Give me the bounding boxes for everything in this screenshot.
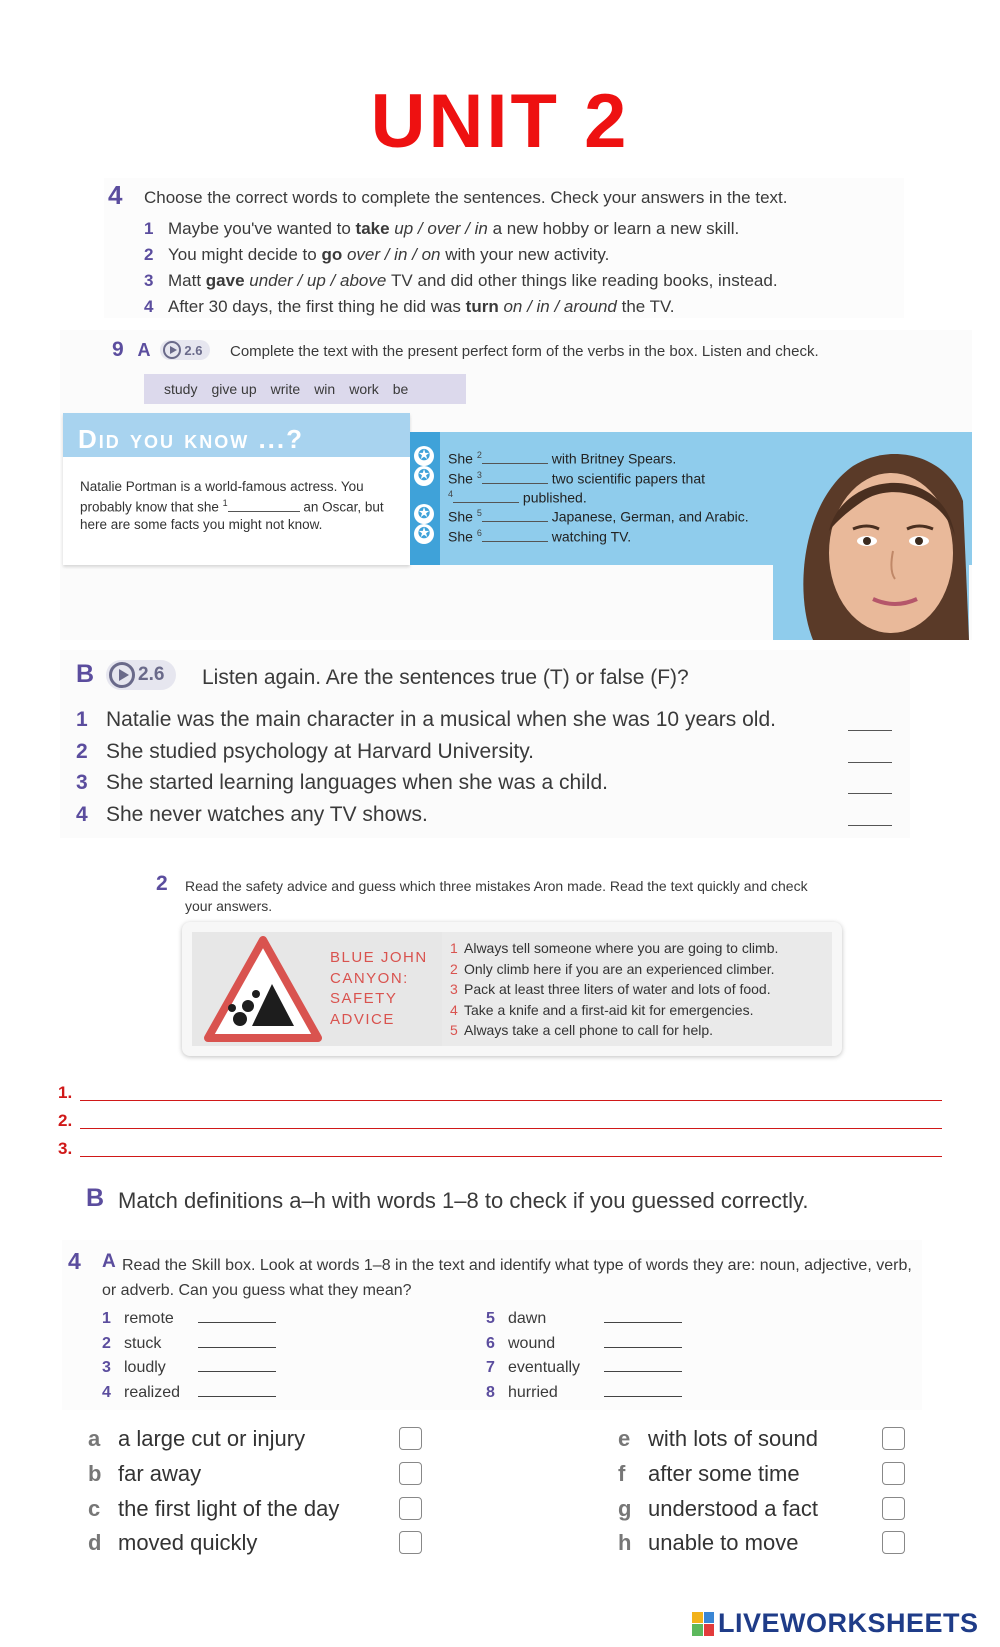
exercise-9-header — [112, 338, 210, 362]
answer-blank[interactable] — [453, 502, 519, 503]
safety-advice-list — [442, 932, 832, 1046]
word-options[interactable]: over / in / on — [342, 245, 446, 264]
fact-line: She $^2$ with Britney Spears. — [448, 450, 677, 467]
answer-blank[interactable] — [198, 1396, 276, 1397]
exercise-number: 4 — [68, 1248, 81, 1274]
answer-blank[interactable] — [848, 762, 892, 763]
exercise-number: 9 — [112, 338, 124, 361]
star-icon: ✪ — [414, 446, 434, 466]
answer-checkbox[interactable] — [882, 1462, 905, 1485]
word-box-item: give up — [211, 381, 257, 397]
exercise-item: 3 Matt gave under / up / above TV and did other things like reading books, instead. — [144, 271, 778, 290]
answer-label: 2. — [58, 1111, 73, 1130]
answer-blank[interactable] — [848, 730, 892, 731]
did-you-know-intro: Natalie Portman is a world-famous actress. You probably know that she $^1$ an Oscar, but here are some facts you might not know. — [80, 479, 384, 532]
answer-checkbox[interactable] — [399, 1427, 422, 1450]
safety-card-title: BLUE JOHN CANYON: SAFETY ADVICE — [330, 949, 428, 1028]
answer-blank[interactable] — [482, 483, 548, 484]
answer-blank[interactable] — [848, 825, 892, 826]
answer-blank[interactable] — [198, 1347, 276, 1348]
did-you-know-title: Did you know ...? — [78, 424, 304, 454]
word-box-item: win — [314, 381, 336, 397]
definition-item: c the first light of the day — [88, 1496, 340, 1521]
answer-blank[interactable] — [482, 521, 548, 522]
word-options[interactable]: up / over / in — [389, 219, 493, 238]
list-item: 2 Only climb here if you are an experienced climber. — [450, 960, 775, 977]
exercise-letter: A — [102, 1251, 116, 1272]
true-false-item: 1 Natalie was the main character in a musical when she was 10 years old. — [76, 708, 776, 731]
word-box-item: write — [270, 381, 301, 397]
answer-blank[interactable] — [604, 1322, 682, 1323]
word-item: 2 stuck — [102, 1335, 276, 1353]
exercise-letter: A — [137, 340, 151, 360]
page-title: UNIT 2 — [370, 79, 630, 164]
answer-checkbox[interactable] — [399, 1462, 422, 1485]
answer-blank[interactable] — [604, 1396, 682, 1397]
list-item: 3 Pack at least three liters of water and lots of food. — [450, 981, 771, 997]
portrait-photo — [773, 441, 969, 640]
answer-label: 3. — [58, 1139, 73, 1158]
word-item: 5 dawn — [486, 1310, 682, 1328]
exercise-number: 2 — [156, 872, 168, 895]
exercise-instruction: Read the safety advice and guess which three mistakes Aron made. Read the text quickly and check your answers. — [185, 878, 808, 914]
exercise-instruction: Match definitions a–h with words 1–8 to check if you guessed correctly. — [118, 1188, 809, 1213]
exercise-item: 4 After 30 days, the first thing he did was turn on / in / around the TV. — [144, 297, 675, 316]
audio-track-button[interactable]: 2.6 — [160, 340, 210, 360]
true-false-item: 4 She never watches any TV shows. — [76, 803, 428, 826]
word-box-item: be — [392, 381, 409, 397]
answer-field[interactable] — [80, 1100, 942, 1101]
fact-line: She $^5$ Japanese, German, and Arabic. — [448, 508, 749, 525]
answer-blank[interactable] — [482, 541, 548, 542]
word-item: 4 realized — [102, 1384, 276, 1402]
word-item: 7 eventually — [486, 1359, 682, 1377]
star-icon: ✪ — [414, 524, 434, 544]
star-icon: ✪ — [414, 466, 434, 486]
logo-text: LIVEWORKSHEETS — [718, 1608, 979, 1638]
exercise-instruction: Read the Skill box. Look at words 1–8 in the text and identify what type of words they are: noun, adjective, verb, or adverb. Can you guess what they mean? — [102, 1257, 912, 1299]
true-false-item: 2 She studied psychology at Harvard University. — [76, 740, 534, 763]
word-item: 6 wound — [486, 1335, 682, 1353]
answer-checkbox[interactable] — [399, 1497, 422, 1520]
definition-item: f after some time — [618, 1461, 800, 1486]
star-icon: ✪ — [414, 504, 434, 524]
audio-track-button[interactable]: 2.6 — [106, 660, 176, 690]
logo-mark-icon — [692, 1612, 714, 1636]
definition-item: b far away — [88, 1461, 202, 1486]
exercise-instruction: Choose the correct words to complete the sentences. Check your answers in the text. — [144, 188, 788, 207]
item-number: 2 — [144, 245, 154, 264]
answer-blank[interactable] — [848, 793, 892, 794]
item-number: 1 — [144, 219, 154, 238]
word-box — [144, 374, 466, 404]
answer-field[interactable] — [80, 1156, 942, 1157]
answer-checkbox[interactable] — [882, 1427, 905, 1450]
play-icon — [163, 341, 181, 359]
definition-item: e with lots of sound — [618, 1426, 818, 1451]
exercise-letter: B — [76, 660, 95, 688]
list-item: 4 Take a knife and a first-aid kit for emergencies. — [450, 1001, 754, 1018]
item-number: 3 — [144, 271, 154, 290]
answer-blank[interactable] — [604, 1371, 682, 1372]
answer-blank[interactable] — [482, 463, 548, 464]
answer-blank[interactable] — [198, 1371, 276, 1372]
liveworksheets-logo — [692, 1608, 979, 1639]
definition-item: h unable to move — [618, 1530, 799, 1555]
word-item: 1 remote — [102, 1310, 276, 1328]
fact-line: She $^3$ two scientific papers that — [448, 470, 706, 487]
answer-label: 1. — [58, 1083, 73, 1102]
answer-checkbox[interactable] — [882, 1531, 905, 1554]
definition-item: d moved quickly — [88, 1530, 258, 1555]
answer-field[interactable] — [80, 1128, 942, 1129]
exercise-instruction: Listen again. Are the sentences true (T) or false (F)? — [202, 666, 689, 689]
item-number: 4 — [144, 297, 154, 316]
answer-blank[interactable] — [228, 511, 300, 512]
fact-line: She $^6$ watching TV. — [448, 528, 632, 545]
answer-blank[interactable] — [198, 1322, 276, 1323]
definition-item: g understood a fact — [618, 1496, 819, 1521]
answer-blank[interactable] — [604, 1347, 682, 1348]
true-false-item: 3 She started learning languages when she was a child. — [76, 771, 608, 794]
exercise-item: 1 Maybe you've wanted to take up / over / in a new hobby or learn a new skill. — [144, 219, 740, 238]
word-box-item: study — [164, 381, 198, 397]
word-item: 3 loudly — [102, 1359, 276, 1377]
exercise-item: 2 You might decide to go over / in / on with your new activity. — [144, 245, 610, 264]
exercise-instruction: Complete the text with the present perfect form of the verbs in the box. Listen and check. — [230, 343, 819, 360]
list-item: 5 Always take a cell phone to call for help. — [450, 1022, 714, 1038]
answer-checkbox[interactable] — [399, 1531, 422, 1554]
word-box-item: work — [349, 381, 379, 397]
play-icon — [109, 662, 135, 688]
definition-item: a a large cut or injury — [88, 1426, 306, 1451]
fact-line: $^4$ published. — [448, 489, 587, 506]
answer-checkbox[interactable] — [882, 1497, 905, 1520]
word-options[interactable]: under / up / above — [244, 271, 392, 290]
exercise-number: 4 — [108, 180, 123, 210]
list-item: 1 Always tell someone where you are going to climb. — [450, 940, 779, 956]
word-options[interactable]: on / in / around — [498, 297, 622, 316]
word-item: 8 hurried — [486, 1384, 682, 1402]
falling-rocks-warning-icon — [202, 934, 324, 1044]
exercise-letter: B — [86, 1184, 105, 1212]
